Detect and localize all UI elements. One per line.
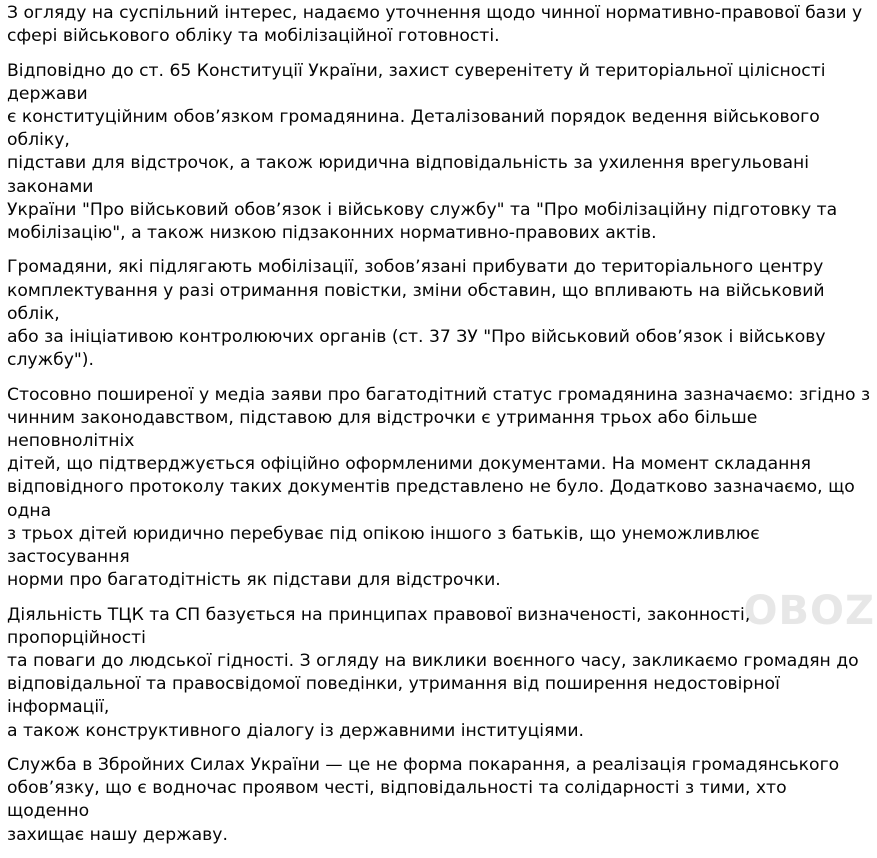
post-text	[7, 2, 873, 858]
paragraph-obligations: Громадяни, які підлягають мобілізації, зобовʼязані прибувати до територіального центру комплектування у разі отримання повістки, зміни обставин, що впливають на військовий облік, або за ініціативою контролюючих органів (ст. 37 ЗУ "Про військовий обовʼязок і військову службу").	[7, 257, 826, 371]
paragraph-service: Служба в Збройних Силах України — це не форма покарання, а реалізація громадянського обовʼязку, що є водночас проявом честі, відповідальності та солідарності з тими, хто щоденно захищає нашу державу.	[7, 755, 840, 845]
watermark-logo: OBOZ	[743, 588, 875, 634]
paragraph-principles: Діяльність ТЦК та СП базується на принципах правової визначеності, законності, пропорційності та поваги до людської гідності. З огляду на виклики воєнного часу, закликаємо громадян до відповідальної та правосвідомої поведінки, утримання від поширення недостовірної інформації, а також конструктивного діалогу із державними інституціями.	[7, 604, 859, 741]
paragraph-constitution: Відповідно до ст. 65 Конституції України, захист суверенітету й територіальної цілісності держави є конституційним обовʼязком громадянина. Деталізований порядок ведення військового обліку, підстави для відстрочок, а також юридична відповідальність за ухилення врегульовані законами України "Про військовий обовʼязок і військову службу" та "Про мобілізаційну підготовку та мобілізацію", а також низкою підзаконних нормативно-правових актів.	[7, 60, 838, 244]
paragraph-large-family-status: Стосовно поширеної у медіа заяви про багатодітний статус громадянина зазначаємо: згідно з чинним законодавством, підставою для відстрочки є утримання трьох або більше неповнолітніх дітей, що підтверджується офіційно оформленими документами. На момент складання відповідного протоколу таких документів представлено не було. Додатково зазначаємо, що одна з трьох дітей юридично перебуває під опікою іншого з батьків, що унеможливлює застосування норми про багатодітність як підстави для відстрочки.	[7, 384, 871, 591]
paragraph-intro: З огляду на суспільний інтерес, надаємо уточнення щодо чинної нормативно-правової бази у сфері військового обліку та мобілізаційної готовності.	[7, 3, 863, 47]
